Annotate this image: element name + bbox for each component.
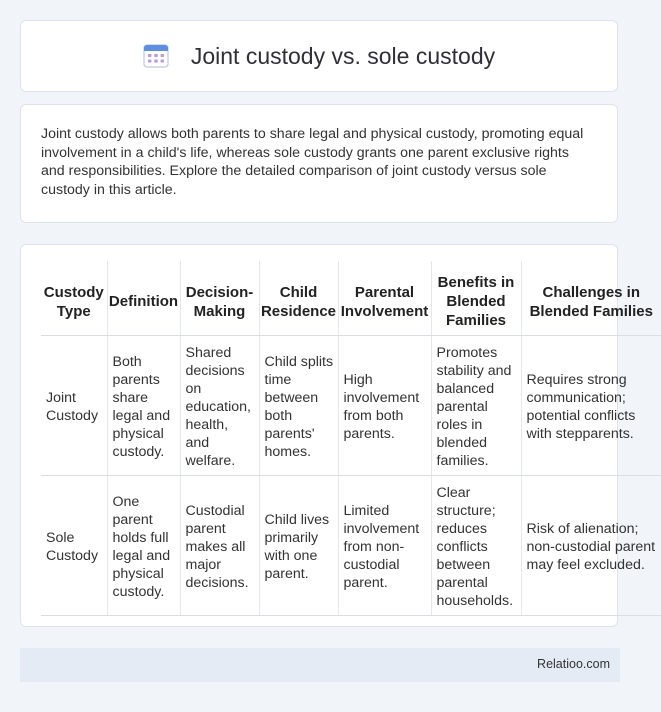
table-cell: Shared decisions on education, health, and welfare.: [180, 335, 259, 475]
table-card: [20, 244, 656, 627]
table-cell: Limited involvement from non-custodial parent.: [338, 475, 431, 615]
footer-brand: Relatioo.com: [537, 657, 610, 671]
comparison-table: [41, 261, 661, 616]
table-cell: Child lives primarily with one parent.: [259, 475, 338, 615]
table-row: [41, 475, 661, 615]
table-cell: High involvement from both parents.: [338, 335, 431, 475]
table-cell: Both parents share legal and physical custody.: [107, 335, 180, 475]
table-cell: Child splits time between both parents' homes.: [259, 335, 338, 475]
column-header: Benefits in Blended Families: [431, 261, 521, 335]
column-header: Definition: [107, 261, 180, 335]
table-cell: Requires strong communication; potential conflicts with stepparents.: [521, 335, 661, 475]
table-cell: Sole Custody: [41, 475, 107, 615]
intro-text: Joint custody allows both parents to share legal and physical custody, promoting equal involvement in a child's life, whereas sole custody grants one parent exclusive rights and responsibilities. Explore the detailed comparison of joint custody versus sole custody in this article.: [41, 126, 584, 198]
column-header: Child Residence: [259, 261, 338, 335]
title-card: [20, 20, 618, 92]
footer: [20, 648, 620, 682]
table-row: [41, 335, 661, 475]
table-cell: One parent holds full legal and physical custody.: [107, 475, 180, 615]
calendar-icon: [143, 43, 169, 69]
column-header: Custody Type: [41, 261, 107, 335]
column-header: Challenges in Blended Families: [521, 261, 661, 335]
intro-card: [20, 104, 618, 223]
column-header: Parental Involvement: [338, 261, 431, 335]
table-cell: Risk of alienation; non-custodial parent may feel excluded.: [521, 475, 661, 615]
table-cell: Joint Custody: [41, 335, 107, 475]
table-cell: Promotes stability and balanced parental roles in blended families.: [431, 335, 521, 475]
table-cell: Custodial parent makes all major decisions.: [180, 475, 259, 615]
column-header: Decision-Making: [180, 261, 259, 335]
table-header-row: [41, 261, 661, 335]
page-title: Joint custody vs. sole custody: [190, 42, 496, 69]
table-cell: Clear structure; reduces conflicts between parental households.: [431, 475, 521, 615]
